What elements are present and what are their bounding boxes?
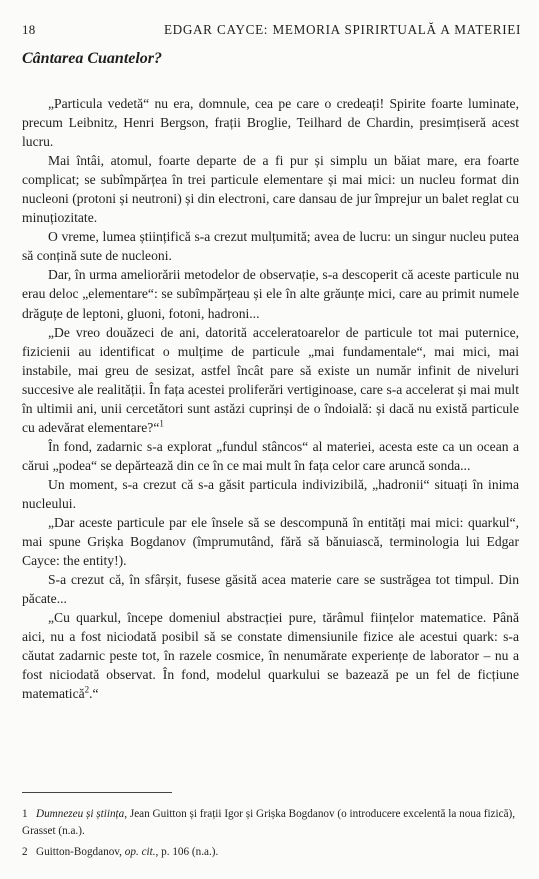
footnote-ref-1-suffix: “ bbox=[153, 419, 160, 435]
footnote-divider bbox=[22, 792, 172, 793]
running-title: EDGAR CAYCE: MEMORIA SPIRIRTUALĂ A MATERIEI bbox=[163, 22, 521, 37]
body-text bbox=[22, 82, 519, 704]
paragraph-10-text: „Cu quarkul, începe domeniul abstracției pure, tărâmul ființelor matematice. Până aici, nu a fost niciodată posibil să se constate dimensiunile fizice ale acestui quark: s-a căutat zadarnic peste tot, în razele cosmice, în nenumărate experiențe de laborator – nu a fost niciodată observat. În fond, modelul quarkului se bazează pe un fel de ficțiune matematică bbox=[22, 610, 519, 702]
footnote-1-text: , Jean Guitton și frații Igor și Grișka Bogdanov (o introducere excelentă la noua fizică), Grasset (n.a.). bbox=[22, 808, 516, 837]
footnote-ref-1[interactable]: 1 bbox=[159, 418, 164, 429]
paragraph-7: Un moment, s-a crezut că s-a găsit particula indivizibilă, „hadronii“ situați în inima nucleului. bbox=[22, 476, 519, 511]
footnote-2 bbox=[22, 844, 519, 861]
paragraph-2: Mai întâi, atomul, foarte departe de a fi pur și simplu un băiat mare, era foarte complicat; se subîmpărțea în trei particule elementare și mai mici: un nucleu format din nucleoni (protoni și neutroni) și din electroni, care dansau de jur împrejur un balet reglat cu minuțiozitate. bbox=[22, 153, 519, 226]
paragraph-5 bbox=[22, 323, 519, 437]
footnote-1-number: 1 bbox=[22, 808, 28, 820]
footnote-2-number: 2 bbox=[22, 846, 28, 858]
footnote-ref-2[interactable]: 2 bbox=[84, 684, 90, 695]
paragraph-1: „Particula vedetă“ nu era, domnule, cea pe care o credeați! Spirite foarte luminate, precum Leibnitz, Henri Bergson, frații Broglie, Teilhard de Chardin, presimțiseră acest lucru. bbox=[22, 96, 519, 150]
paragraph-6: În fond, zadarnic s-a explorat „fundul stâncos“ al materiei, acesta este ca un ocean a cărui „podea“ se depărtează din ce în ce mai mult în fața celor care aruncă sonda... bbox=[22, 438, 519, 473]
footnotes bbox=[22, 806, 519, 865]
footnote-1 bbox=[22, 806, 519, 840]
footnote-1-title: Dumnezeu și știința bbox=[36, 808, 125, 820]
footnote-2-title: op. cit. bbox=[124, 846, 156, 858]
footnote-ref-2-suffix: .“ bbox=[89, 686, 99, 702]
paragraph-5-text: „De vreo douăzeci de ani, datorită acceleratoarelor de particule tot mai puternice, fizicienii au identificat o mulțime de particule „mai fundamentale“, mai mici, mai instabile, mai greu de sesizat, astfel încât pare să existe un număr infinit de niveluri succesive ale realității. În fața acestei proliferări vertiginoase, care s-a accelerat și mai mult în ultimii ani, unii cercetători sunt astăzi cuprinși de o îndoială: și dacă nu există particule cu adevărat elementare? bbox=[22, 324, 519, 435]
section-title: Cântarea Cuantelor? bbox=[22, 50, 163, 67]
paragraph-3: O vreme, lumea științifică s-a crezut mulțumită; avea de lucru: un singur nucleu putea să conțină sute de nucleoni. bbox=[22, 229, 519, 264]
paragraph-4: Dar, în urma ameliorării metodelor de observație, s-a descoperit că aceste particule nu erau deloc „elementare“: se subîmpărțeau și ele în alte grăunțe mici, care au primit numele drăguțe de leptoni, gluoni, fotoni, hadroni... bbox=[22, 267, 519, 321]
paragraph-10 bbox=[22, 608, 519, 703]
paragraph-9: S-a crezut că, în sfârșit, fusese găsită acea materie care se sustrăgea tot timpul. Din păcate... bbox=[22, 572, 519, 607]
page-header bbox=[22, 22, 521, 40]
paragraph-8: „Dar aceste particule par ele însele să se descompună în entități mai mici: quarkul“, mai spune Grișka Bogdanov (împrumutând, fără să bănuiască, terminologia lui Edgar Cayce: the entity!). bbox=[22, 515, 519, 569]
footnote-2-text: , p. 106 (n.a.). bbox=[155, 846, 219, 858]
page-number: 18 bbox=[22, 22, 36, 37]
footnote-2-prefix: Guitton-Bogdanov, bbox=[36, 846, 125, 858]
